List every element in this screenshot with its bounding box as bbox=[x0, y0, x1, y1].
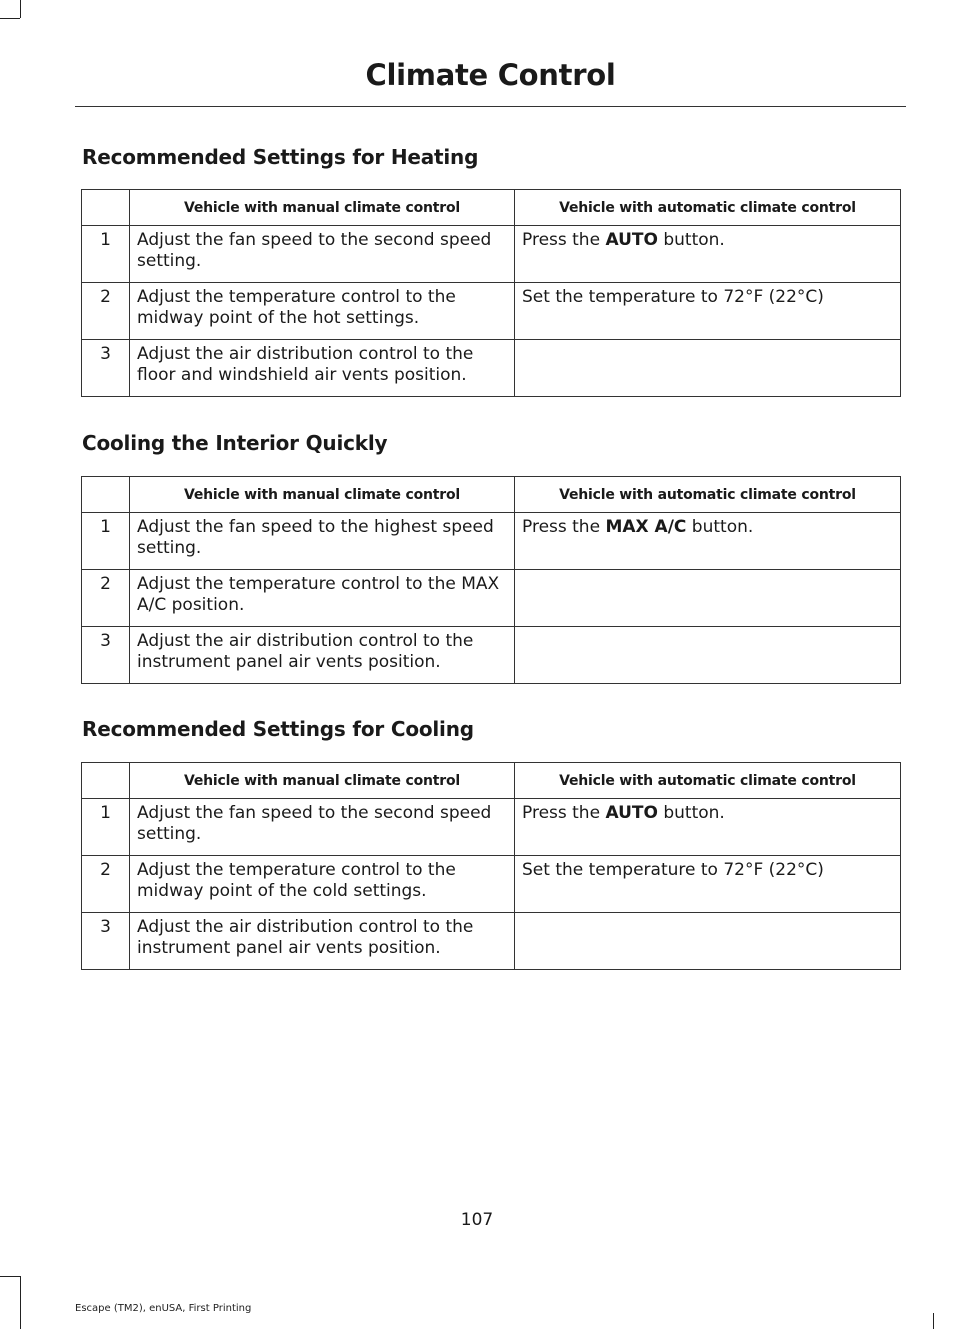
table-header-row bbox=[82, 190, 901, 226]
table-row bbox=[82, 570, 901, 627]
table-row bbox=[82, 513, 901, 570]
table-row bbox=[82, 913, 901, 970]
manual-instruction: Adjust the air distribution control to the instrument panel air vents position. bbox=[130, 627, 515, 684]
column-header-automatic: Vehicle with automatic climate control bbox=[515, 763, 901, 799]
step-number: 2 bbox=[82, 283, 130, 340]
footer-print-info: Escape (TM2), enUSA, First Printing bbox=[75, 1303, 252, 1314]
table-row bbox=[82, 340, 901, 397]
table-row bbox=[82, 856, 901, 913]
manual-instruction: Adjust the fan speed to the second speed setting. bbox=[130, 799, 515, 856]
title-divider bbox=[75, 106, 906, 107]
column-header-number bbox=[82, 190, 130, 226]
column-header-manual: Vehicle with manual climate control bbox=[130, 477, 515, 513]
table-row bbox=[82, 627, 901, 684]
automatic-instruction bbox=[515, 913, 901, 970]
step-number: 2 bbox=[82, 856, 130, 913]
table-row bbox=[82, 283, 901, 340]
table-header-row bbox=[82, 763, 901, 799]
automatic-instruction: Press the AUTO button. bbox=[515, 226, 901, 283]
automatic-instruction: Press the MAX A/C button. bbox=[515, 513, 901, 570]
step-number: 1 bbox=[82, 226, 130, 283]
manual-instruction: Adjust the temperature control to the MAX A/C position. bbox=[130, 570, 515, 627]
crop-mark bbox=[0, 1276, 20, 1277]
manual-instruction: Adjust the temperature control to the midway point of the hot settings. bbox=[130, 283, 515, 340]
heating-settings-table bbox=[81, 189, 901, 397]
crop-mark bbox=[0, 18, 20, 19]
step-number: 3 bbox=[82, 627, 130, 684]
column-header-automatic: Vehicle with automatic climate control bbox=[515, 477, 901, 513]
manual-instruction: Adjust the fan speed to the highest speed setting. bbox=[130, 513, 515, 570]
column-header-manual: Vehicle with manual climate control bbox=[130, 763, 515, 799]
page-number: 107 bbox=[460, 1210, 494, 1230]
cooling-settings-table bbox=[81, 762, 901, 970]
step-number: 1 bbox=[82, 513, 130, 570]
cooling-quickly-table bbox=[81, 476, 901, 684]
column-header-number bbox=[82, 763, 130, 799]
automatic-instruction bbox=[515, 570, 901, 627]
step-number: 2 bbox=[82, 570, 130, 627]
column-header-number bbox=[82, 477, 130, 513]
automatic-instruction: Set the temperature to 72°F (22°C) bbox=[515, 283, 901, 340]
manual-instruction: Adjust the fan speed to the second speed setting. bbox=[130, 226, 515, 283]
column-header-manual: Vehicle with manual climate control bbox=[130, 190, 515, 226]
section-heading-heating: Recommended Settings for Heating bbox=[82, 145, 479, 169]
table-row bbox=[82, 226, 901, 283]
column-header-automatic: Vehicle with automatic climate control bbox=[515, 190, 901, 226]
table-row bbox=[82, 799, 901, 856]
section-heading-cooling-quickly: Cooling the Interior Quickly bbox=[82, 431, 388, 455]
automatic-instruction bbox=[515, 340, 901, 397]
step-number: 3 bbox=[82, 340, 130, 397]
crop-mark bbox=[20, 1276, 21, 1329]
table-header-row bbox=[82, 477, 901, 513]
automatic-instruction: Press the AUTO button. bbox=[515, 799, 901, 856]
step-number: 1 bbox=[82, 799, 130, 856]
step-number: 3 bbox=[82, 913, 130, 970]
section-heading-cooling: Recommended Settings for Cooling bbox=[82, 717, 474, 741]
manual-instruction: Adjust the air distribution control to the floor and windshield air vents position. bbox=[130, 340, 515, 397]
crop-mark bbox=[20, 0, 21, 18]
crop-mark bbox=[933, 1313, 934, 1329]
page-title: Climate Control bbox=[365, 58, 616, 92]
automatic-instruction bbox=[515, 627, 901, 684]
automatic-instruction: Set the temperature to 72°F (22°C) bbox=[515, 856, 901, 913]
manual-instruction: Adjust the air distribution control to the instrument panel air vents position. bbox=[130, 913, 515, 970]
manual-instruction: Adjust the temperature control to the midway point of the cold settings. bbox=[130, 856, 515, 913]
